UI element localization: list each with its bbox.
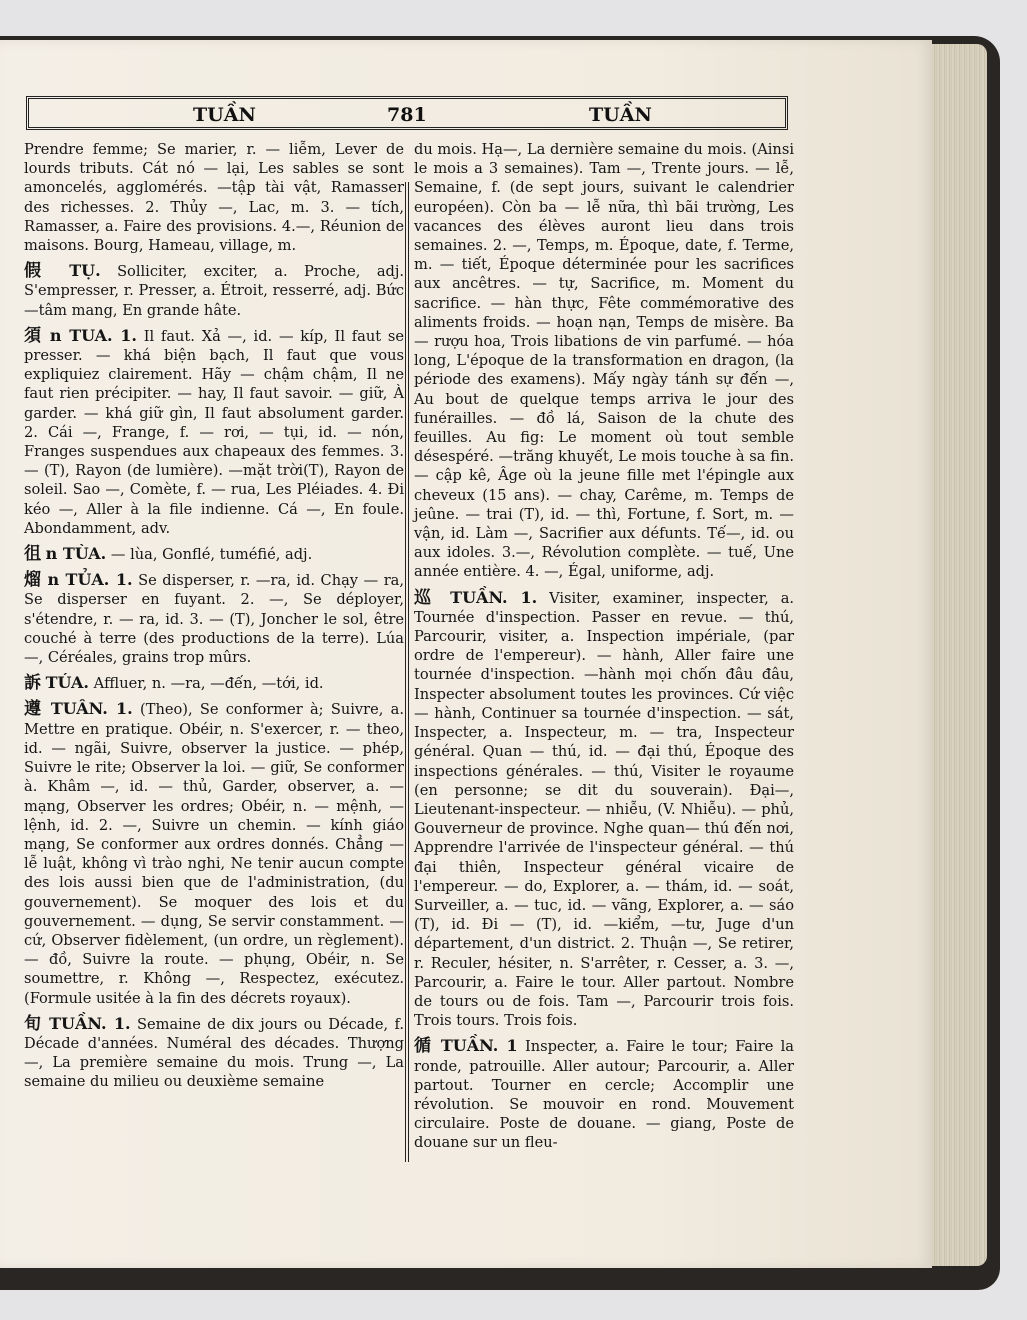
entry <box>24 570 404 667</box>
entry <box>24 326 404 538</box>
entry-character: 徂 <box>24 544 41 565</box>
entry <box>414 1036 794 1152</box>
entry-headword: TÚA. <box>45 673 89 693</box>
entry <box>414 588 794 1031</box>
entry-text: du mois. Hạ—, La dernière semaine du mois. (Ainsi le mois a 3 semaines). Tam —, Trente jours. — lễ, Semaine, f. (de sept jours, suivant le calendrier européen). Còn ba — lễ nữa, thì bãi trường, Les vacances des élèves auront lieu dans trois semaines. 2. —, Temps, m. Époque, date, f. Terme, m. — tiết, Époque déterminée pour les sacrifices aux ancêtres. — tự, Sacrifice, m. Moment du sacrifice. — hàn thực, Fête commémorative des aliments froids. — hoạn nạn, Temps de misère. Ba — rượu hoa, Trois libations de vin parfumé. — hóa long, L'époque de la transformation en dragon, (la période des examens). Mấy ngày tánh sự đến —, Au bout de quelque temps arriva le jour des funérailles. — đồ lá, Saison de la chute des feuilles. Au fig: Le moment où tout semble désespéré. —trăng khuyết, Le mois touche à sa fin. — cập kê, Âge où la jeune fille met l'épingle aux cheveux (15 ans). — chay, Carême, m. Temps de jeûne. — trai (T), id. — thì, Fortune, f. Sort, m. — vận, id. Làm —, Sacrifier aux défunts. Tế—, id. ou aux idoles. 3.—, Révolution complète. — tuế, Une année entière. 4. —, Égal, uniforme, adj. <box>414 141 794 581</box>
entry-character: 假 <box>24 261 53 282</box>
entry-character: 訴 <box>24 673 41 694</box>
entry-character: 熘 <box>24 570 42 591</box>
entry-text: Solliciter, exciter, a. Proche, adj. S'empresser, r. Presser, a. Étroit, resserré, adj. Bức—tâm mang, En grande hâte. <box>24 263 405 319</box>
entry-text: Il faut. Xả —, id. — kíp, Il faut se presser. — khá biện bạch, Il faut que vous expliquiez clairement. Hãy — chậm chậm, Il ne faut rien précipiter. — hay, Il faut savoir. — giữ, À garder. — khá giữ gìn, Il faut absolument garder. 2. Cái —, Frange, f. — rơi, — tụi, id. — nón, Franges suspendues aux chapeaux des femmes. 3. — (T), Rayon (de lumière). —mặt trời(T), Rayon de soleil. Sao —, Comète, f. — rua, Les Pléiades. 4. Đi kéo —, Aller à la file indienne. Cá —, En foule. Abondamment, adv. <box>24 327 405 537</box>
entry-headword: TUẦN. 1 <box>440 1036 518 1056</box>
entry <box>414 140 794 582</box>
entry-headword: TUẦN. 1. <box>450 587 538 607</box>
column-divider <box>405 182 409 1162</box>
entry-text: Affluer, n. —ra, —đến, —tới, id. <box>93 675 324 693</box>
page-header <box>26 96 788 130</box>
entry <box>24 261 404 320</box>
entry-text: Semaine de dix jours ou Décade, f. Décade d'années. Numéral des décades. Thượng —, La première semaine du mois. Trung —, La semaine du milieu ou deuxième semaine <box>24 1015 405 1091</box>
page-number: 781 <box>387 104 427 126</box>
entry-text: Visiter, examiner, inspecter, a. Tournée d'inspection. Passer en revue. — thú, Parcourir, visiter, a. Inspection impériale, (par ordre de l'empereur). — hành, Aller faire une tournée d'inspection. —hành mọi chốn đâu đâu, Inspecter absolument toutes les provinces. Cứ việc — hành, Continuer sa tournée d'inspection. — sát, Inspecter, a. Inspecteur, m. — tra, Inspecteur général. Quan — thú, id. — đại thú, Époque des inspections générales. — thú, Visiter le royaume (en personne; se dit du souverain). Đại—, Lieutenant-inspecteur. — nhiễu, (V. Nhiễu). — phủ, Gouverneur de province. Nghe quan— thú đến nơi, Apprendre l'arrivée de l'inspecteur général. — thú đại thiên, Inspecteur général vicaire de l'empereur. — do, Explorer, a. — thám, id. — soát, Surveiller, a. — tuc, id. — vãng, Explorer, a. — sáo (T), id. Đi — (T), id. —kiểm, —tư, Juge d'un département, d'un district. 2. Thuận —, Se retirer, r. Reculer, hésiter, n. S'arrêter, r. Cesser, a. 3. —, Parcourir, a. Faire le tour. Aller partout. Nombre de tours ou de fois. Tam —, Parcourir trois fois. Trois tours. Trois fois. <box>414 589 795 1030</box>
entry-headword: n TÙA. <box>45 544 107 564</box>
entry-text: Se disperser, r. —ra, id. Chạy — ra, Se disperser en fuyant. 2. —, Se déployer, s'étendre, r. — ra, id. 3. — (T), Joncher le sol, être couché à terre (des productions de la terre). Lúa —, Céréales, grains trop mûrs. <box>24 572 405 667</box>
entry-character: 遵 <box>24 699 44 720</box>
entry-character: 須 <box>24 325 44 346</box>
right-column <box>414 140 794 1159</box>
header-left-word: TUẦN <box>193 104 256 126</box>
entry <box>24 140 404 255</box>
entry-headword: TỤ. <box>69 261 101 281</box>
entry-headword: TUÂN. 1. <box>50 699 133 719</box>
entry-character: 旬 <box>24 1013 43 1034</box>
page-edges <box>925 44 987 1266</box>
entry-text: Prendre femme; Se marier, r. — liễm, Lever de lourds tributs. Cát nó — lại, Les sables se sont amoncelés, agglomérés. —tập tài vật, Ramasser des richesses. 2. Thủy —, Lac, m. 3. — tích, Ramasser, a. Faire des provisions. 4.—, Réunion de maisons. Bourg, Hameau, village, m. <box>24 141 404 255</box>
entry-headword: n TỦA. 1. <box>47 570 133 590</box>
entry-headword: n TUA. 1. <box>49 325 137 345</box>
entry-text: — lùa, Gonflé, tuméfié, adj. <box>110 546 313 564</box>
header-right-word: TUẦN <box>589 104 652 126</box>
entry-headword: TUẦN. 1. <box>49 1013 131 1033</box>
entry <box>24 1014 404 1092</box>
entry-character: 巡 <box>414 587 439 608</box>
entry <box>24 699 404 1007</box>
entry-character: 循 <box>414 1036 434 1057</box>
entry <box>24 544 404 564</box>
left-column <box>24 140 404 1098</box>
entry-text: Inspecter, a. Faire le tour; Faire la ronde, patrouille. Aller autour; Parcourir, a. Aller partout. Tourner en cercle; Accomplir une révolution. Se mouvoir en rond. Mouvement circulaire. Poste de douane. — giang, Poste de douane sur un fleu- <box>414 1038 795 1152</box>
entry-text: (Theo), Se conformer à; Suivre, a. Mettre en pratique. Obéir, n. S'exercer, r. — theo, id. — ngãi, Suivre, observer la justice. — phép, Suivre le rite; Observer la loi. — giữ, Se conformer à. Khâm —, id. — thủ, Garder, observer, a. — mạng, Observer les ordres; Obéir, n. — mệnh, — lệnh, id. 2. —, Suivre un chemin. — kính giáo mạng, Se conformer aux ordres donnés. Chẳng — lễ luật, không vì trào nghi, Ne tenir aucun compte des lois aussi bien que de l'administration, (du gouvernement). Se moquer des lois et du gouvernement. — dụng, Se servir constamment. — cứ, Observer fidèlement, (un ordre, un règlement). — đồ, Suivre la route. — phụng, Obéir, n. Se soumettre, r. Không —, Respectez, exécutez. (Formule usitée à la fin des décrets royaux). <box>24 701 405 1007</box>
entry <box>24 673 404 693</box>
